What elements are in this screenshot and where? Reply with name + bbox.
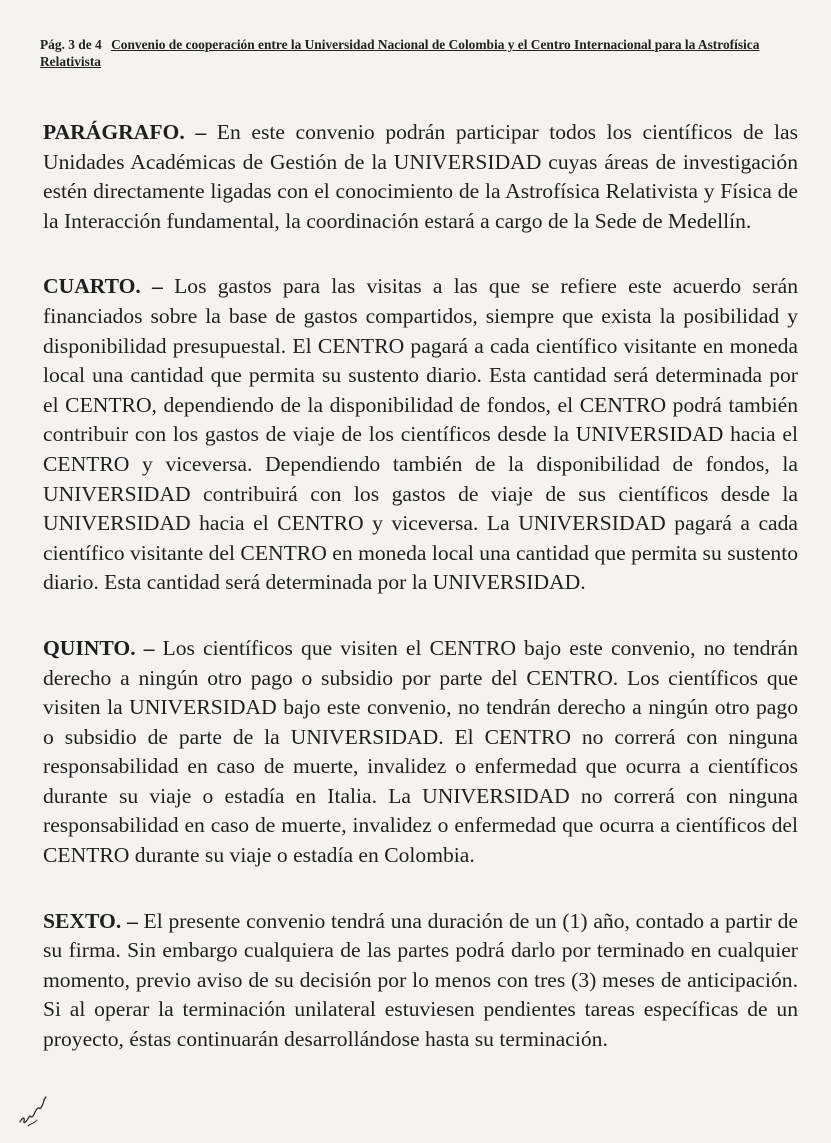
paragraph-heading: QUINTO. – bbox=[43, 635, 155, 660]
paragraph-paragrafo bbox=[43, 118, 798, 236]
paragraph-heading: SEXTO. – bbox=[43, 908, 138, 933]
paragraph-sexto bbox=[43, 907, 798, 1055]
paragraph-cuarto bbox=[43, 272, 798, 598]
document-title: Convenio de cooperación entre la Universidad Nacional de Colombia y el Centro Internacional para la Astrofísica Relativista bbox=[40, 37, 760, 69]
paragraph-text: El presente convenio tendrá una duración de un (1) año, contado a partir de su firma. Sin embargo cualquiera de las partes podrá darlo por terminado en cualquier momento, previo aviso de su decisión por lo menos con tres (3) meses de anticipación. Si al operar la terminación unilateral estuviesen pendientes tareas específicas de un proyecto, éstas continuarán desarrollándose hasta su terminación. bbox=[43, 908, 798, 1052]
paragraph-text: Los gastos para las visitas a las que se refiere este acuerdo serán financiados sobre la base de gastos compartidos, siempre que exista la posibilidad y disponibilidad presupuestal. El CENTRO pagará a cada científico visitante en moneda local una cantidad que permita su sustento diario. Esta cantidad será determinada por el CENTRO, dependiendo de la disponibilidad de fondos, el CENTRO podrá también contribuir con los gastos de viaje de los científicos desde la UNIVERSIDAD hacia el CENTRO y viceversa. Dependiendo también de la disponibilidad de fondos, la UNIVERSIDAD contribuirá con los gastos de viaje de sus científicos desde la UNIVERSIDAD hacia el CENTRO y viceversa. La UNIVERSIDAD pagará a cada científico visitante del CENTRO en moneda local una cantidad que permita su sustento diario. Esta cantidad será determinada por la UNIVERSIDAD. bbox=[43, 274, 798, 595]
paragraph-text: En este convenio podrán participar todos los científicos de las Unidades Académicas de Gestión de la UNIVERSIDAD cuyas áreas de investigación estén directamente ligadas con el conocimiento de la Astrofísica Relativista y Física de la Interacción fundamental, la coordinación estará a cargo de la Sede de Medellín. bbox=[43, 120, 799, 233]
page-number: Pág. 3 de 4 bbox=[40, 37, 102, 52]
handwritten-initials-icon bbox=[16, 1088, 50, 1128]
paragraph-heading: CUARTO. – bbox=[43, 274, 163, 299]
document-body bbox=[43, 118, 798, 1055]
paragraph-heading: PARÁGRAFO. – bbox=[43, 120, 207, 144]
paragraph-quinto bbox=[43, 634, 798, 871]
paragraph-text: Los científicos que visiten el CENTRO bajo este convenio, no tendrán derecho a ningún otro pago o subsidio por parte del CENTRO. Los científicos que visiten la UNIVERSIDAD bajo este convenio, no tendrán derecho a ningún otro pago o subsidio de parte de la UNIVERSIDAD. El CENTRO no correrá con ninguna responsabilidad en caso de muerte, invalidez o enfermedad que ocurra a científicos durante su viaje o estadía en Italia. La UNIVERSIDAD no correrá con ninguna responsabilidad en caso de muerte, invalidez o enfermedad que ocurra a científicos del CENTRO durante su viaje o estadía en Colombia. bbox=[43, 635, 798, 868]
page-header bbox=[40, 36, 810, 70]
